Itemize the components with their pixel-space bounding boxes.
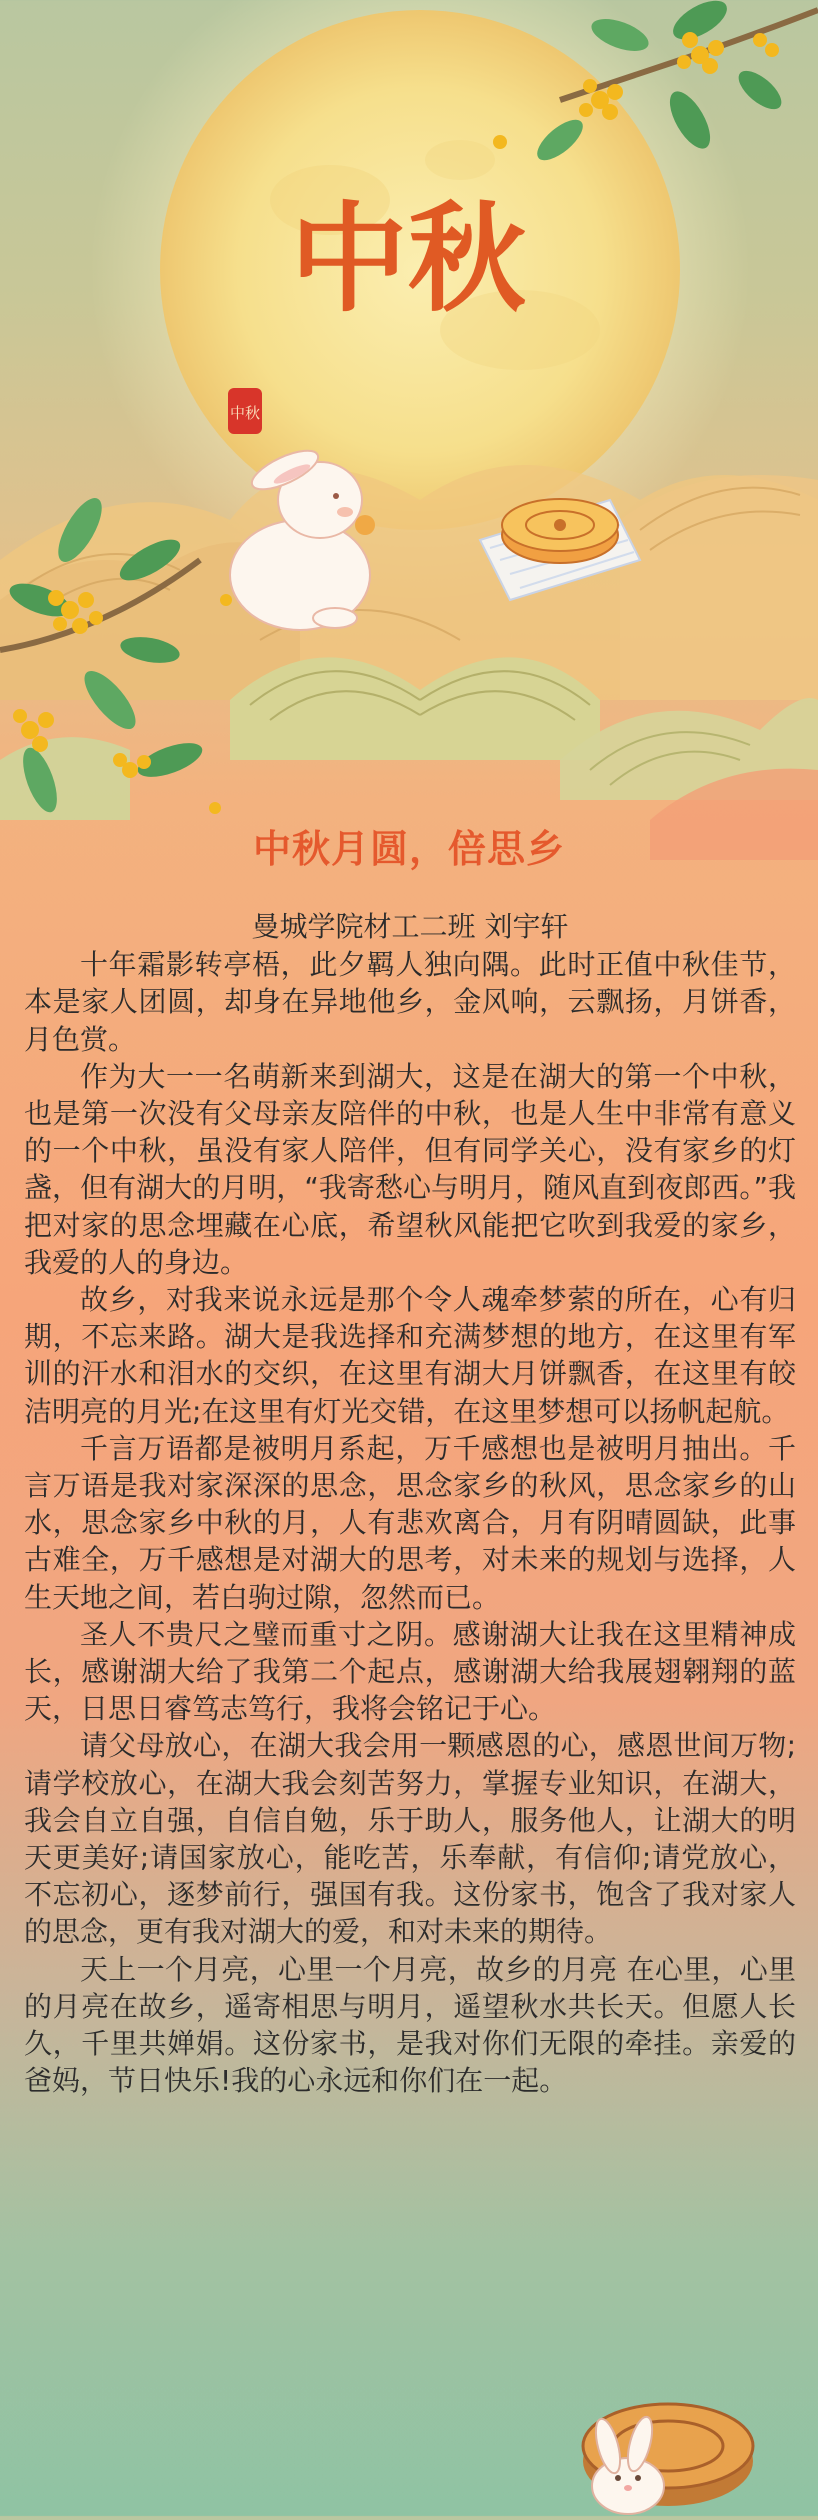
paragraph: 故乡，对我来说永远是那个令人魂牵梦萦的所在，心有归期，不忘来路。湖大是我选择和充满梦想的地方，在这里有军训的汗水和泪水的交织，在这里有湖大月饼飘香，在这里有皎洁明亮的月光;在这里有灯光交错，在这里梦想可以扬帆起航。 bbox=[24, 1283, 796, 1428]
hero-banner bbox=[0, 0, 818, 860]
moon-illustration bbox=[0, 0, 818, 860]
headline: 中秋月圆，倍思乡 bbox=[252, 827, 565, 871]
paragraph: 作为大一一名萌新来到湖大，这是在湖大的第一个中秋，也是第一次没有父母亲友陪伴的中秋，也是人生中非常有意义的一个中秋，虽没有家人陪伴，但有同学关心，没有家乡的灯盏，但有湖大的月明，“我寄愁心与明月，随风直到夜郎西。”我把对家的思念埋藏在心底，希望秋风能把它吹到我爱的家乡，我爱的人的身边。 bbox=[24, 1059, 796, 1279]
paragraph: 天上一个月亮，心里一个月亮，故乡的月亮 在心里，心里的月亮在故乡，遥寄相思与明月，遥望秋水共长天。但愿人长久，千里共婵娟。这份家书，是我对你们无限的牵挂。亲爱的爸妈，节日快乐!我的心永远和你们在一起。 bbox=[24, 1952, 796, 2098]
paragraph: 请父母放心，在湖大我会用一颗感恩的心，感恩世间万物;请学校放心，在湖大我会刻苦努力，掌握专业知识，在湖大，我会自立自强，自信自勉，乐于助人，服务他人，让湖大的明天更美好;请国家放心，能吃苦，乐奉献，有信仰;请党放心，不忘初心，逐梦前行，强国有我。这份家书，饱含了我对家人的思念，更有我对湖大的爱，和对未来的期待。 bbox=[24, 1729, 796, 1949]
letter-body bbox=[24, 908, 796, 2100]
paragraph: 千言万语都是被明月系起，万千感想也是被明月抽出。千言万语是我对家深深的思念，思念家乡的秋风，思念家乡的山水，思念家乡中秋的月，人有悲欢离合，月有阴晴圆缺，此事古难全，万千感想是对湖大的思考，对未来的规划与选择，人生天地之间，若白驹过隙，忽然而已。 bbox=[24, 1431, 796, 1614]
mooncake-rabbit-icon bbox=[568, 2366, 758, 2516]
title-text: 中秋 bbox=[289, 189, 527, 328]
seal-icon bbox=[228, 388, 262, 434]
paragraph: 十年霜影转亭梧，此夕羁人独向隅。此时正值中秋佳节，本是家人团圆，却身在异地他乡，金风响，云飘扬，月饼香，月色赏。 bbox=[24, 948, 796, 1056]
paragraph: 圣人不贵尺之璧而重寸之阴。感谢湖大让我在这里精神成长，感谢湖大给了我第二个起点，感谢湖大给我展翅翱翔的蓝天，日思日睿笃志笃行，我将会铭记于心。 bbox=[24, 1617, 796, 1726]
svg-text:中秋: 中秋 bbox=[229, 404, 261, 422]
byline: 曼城学院材工二班 刘宇轩 bbox=[251, 910, 569, 943]
